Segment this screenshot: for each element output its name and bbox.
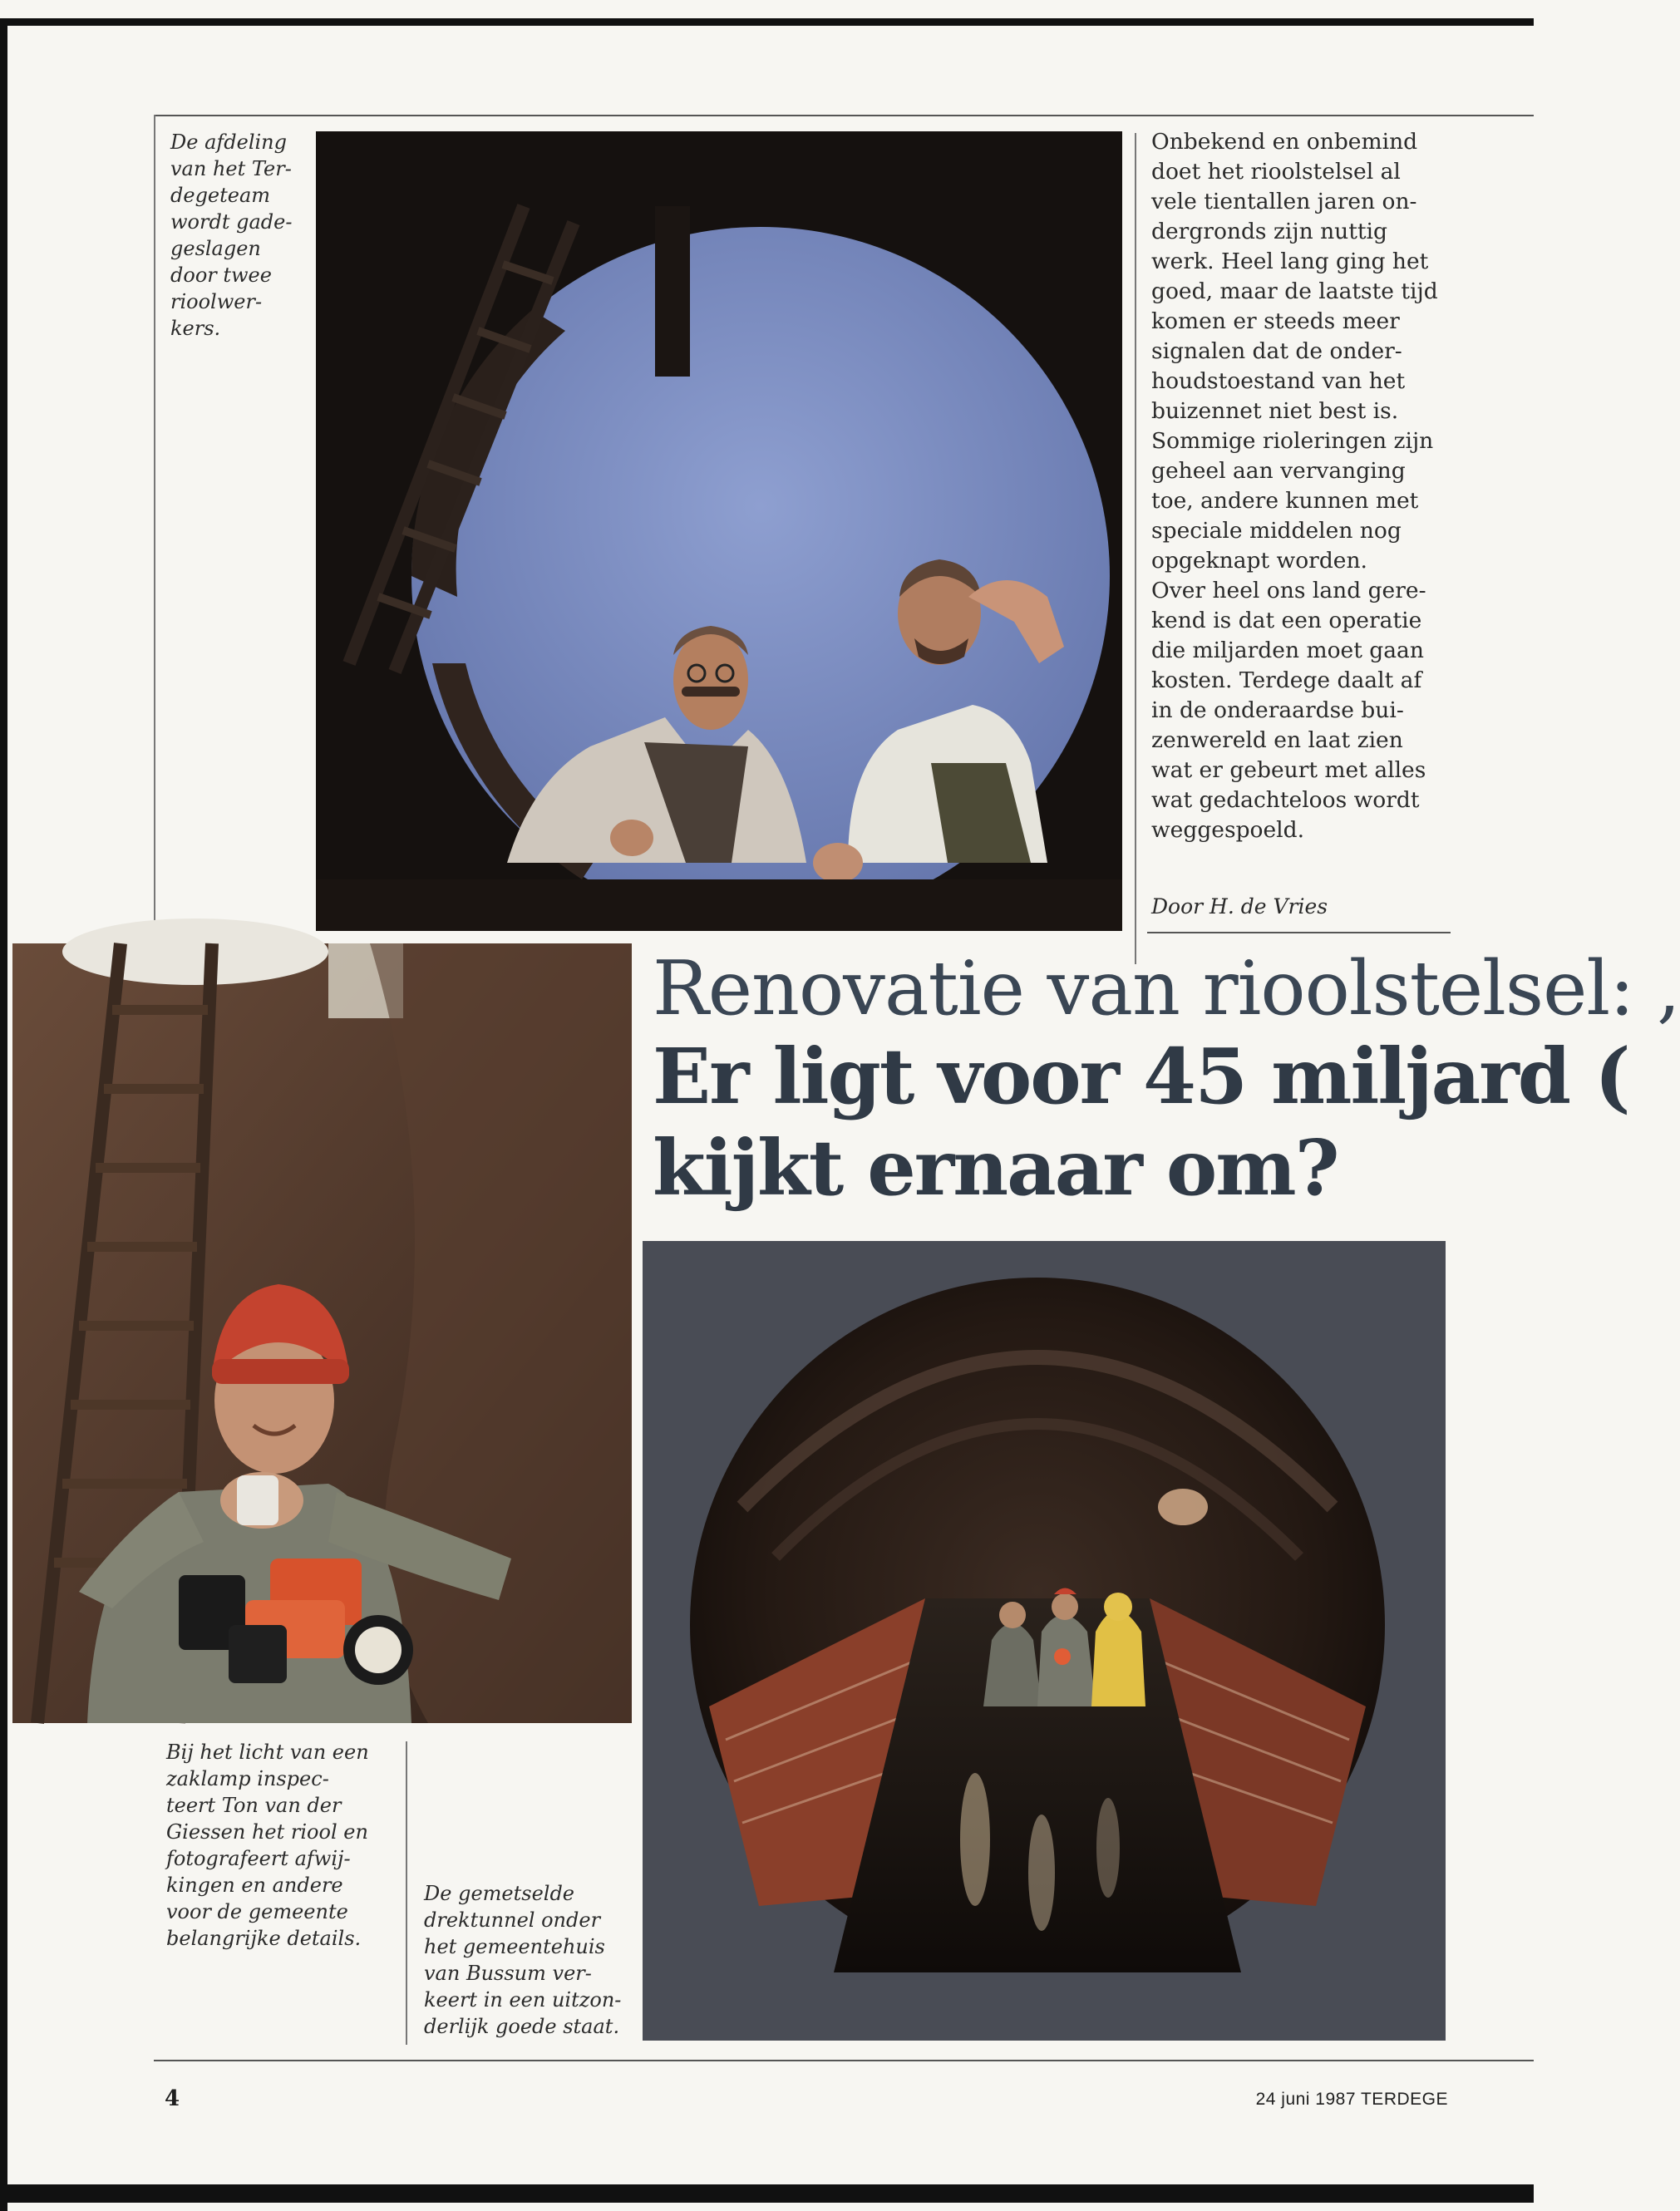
headline-line3: kijkt ernaar om? [653, 1123, 1338, 1213]
headline-line2: Er ligt voor 45 miljard ( [653, 1032, 1629, 1121]
intro-paragraph: Onbekend en onbemind doet het rioolstelsel al vele tientallen jaren on- dergronds zijn nuttig werk. Heel lang ging het goed, maar de laatste tijd komen er steeds meer signalen dat de onder- houdstoestand van het buizennet niet best is. Sommige rioleringen zijn geheel aan vervanging toe, andere kunnen met speciale middelen nog opgeknapt worden. Over heel ons land gere- kend is dat een operatie die miljarden moet gaan kosten. Terdege daalt af in de onderaardse bui- zenwereld en laat zien wat er gebeurt met alles wat gedachteloos wordt weggespoeld. [1151, 129, 1438, 843]
caption-top-photo: De afdeling van het Ter- degeteam wordt gade- geslagen door twee rioolwer- kers. [170, 130, 293, 340]
sewer-tunnel-photo [643, 1241, 1446, 2041]
top-rule [154, 115, 1534, 116]
page-frame-left [0, 18, 7, 2211]
caption-tunnel-photo: De gemetselde drektunnel onder het gemeentehuis van Bussum ver- keert in een uitzon- derlijk goede staat. [424, 1882, 622, 2038]
caption-ladder-photo: Bij het licht van een zaklamp inspec- teert Ton van der Giessen het riool en fotografeert afwij- kingen en andere voor de gemeente belangrijke details. [166, 1741, 369, 1950]
byline-rule [1147, 932, 1451, 933]
page-frame-bottom [0, 2184, 1534, 2203]
ladder-inspector-photo [12, 943, 632, 1723]
intro-column-rule [1135, 133, 1136, 964]
page-frame-top [0, 18, 1534, 26]
page-number: 4 [165, 2086, 180, 2111]
footer-date: 24 juni 1987 TERDEGE [1255, 2090, 1448, 2109]
caption-divider-rule [406, 1741, 407, 2045]
manhole-photo [316, 131, 1122, 931]
left-column-rule [154, 115, 155, 938]
byline: Door H. de Vries [1151, 894, 1328, 918]
bottom-rule [154, 2060, 1534, 2061]
headline-line1: Renovatie van rioolstelsel: , [653, 945, 1680, 1032]
